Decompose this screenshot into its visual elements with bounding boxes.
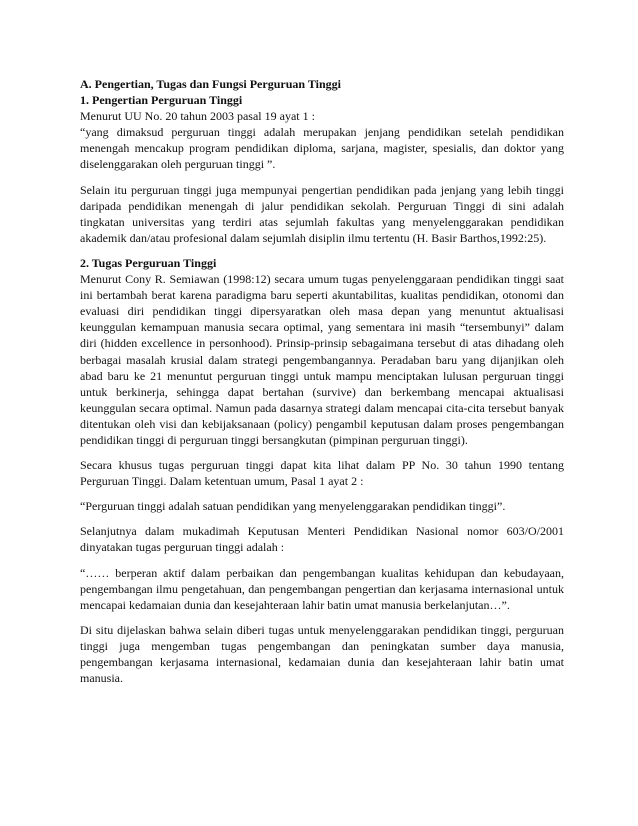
paragraph-pengertian: Selain itu perguruan tinggi juga mempunyai pengertian pendidikan pada jenjang yang lebih tinggi daripada pendidikan menengah di jalur pendidikan sekolah. Perguruan Tinggi di sini adalah tingkatan universitas yang terdiri atas sejumlah fakultas yang menyelenggarakan pendidikan akademik dan/atau profesional dalam sejumlah disiplin ilmu tertentu (H. Basir Barthos,1992:25). bbox=[80, 182, 564, 245]
section-1 bbox=[80, 76, 564, 173]
subheading-pengertian: 1. Pengertian Perguruan Tinggi bbox=[80, 93, 243, 108]
paragraph-pp: Secara khusus tugas perguruan tinggi dapat kita lihat dalam PP No. 30 tahun 1990 tentang Perguruan Tinggi. Dalam ketentuan umum, Pasal 1 ayat 2 : bbox=[80, 458, 564, 489]
main-heading: A. Pengertian, Tugas dan Fungsi Perguruan Tinggi bbox=[80, 77, 341, 91]
paragraph-conclusion: Di situ dijelaskan bahwa selain diberi tugas untuk menyelenggarakan pendidikan tinggi, perguruan tinggi juga mengemban tugas pengembangan dan peningkatan sumber daya manusia, pengembangan kerjasama internasional, kedamaian dunia dan kesejahteraan lahir batin umat manusia. bbox=[80, 622, 564, 686]
paragraph-tugas: Menurut Cony R. Semiawan (1998:12) secara umum tugas penyelenggaraan pendidikan tinggi saat ini bertambah berat karena paradigma baru seperti akuntabilitas, kualitas pendidikan, otonomi dan evaluasi diri pendidikan tinggi dipersyaratkan oleh masa depan yang menuntut aktualisasi keunggulan kemampuan manusia secara optimal, yang sementara ini masih “tersembunyi” dalam diri (hidden excellence in personhood). Prinsip-prinsip sebagaimana tersebut di atas dihadang oleh berbagai masalah krusial dalam strategi pengembangannya. Peradaban baru yang dijanjikan oleh abad baru ke 21 menuntut perguruan tinggi untuk mampu menciptakan lulusan perguruan tinggi untuk berkinerja, sehingga dapat bertahan (survive) dan berkembang mencapai aktualisasi keunggulan secara optimal. Namun pada dasarnya strategi dalam mencapai cita-cita tersebut banyak ditentukan oleh visi dan kebijaksanaan (policy) pengambil keputusan dalam proses pengembangan pendidikan tinggi di perguruan tinggi bersangkutan (pimpinan perguruan tinggi). bbox=[80, 272, 564, 447]
quote-definition: “yang dimaksud perguruan tinggi adalah merupakan jenjang pendidikan setelah pendidikan menengah mencakup program pendidikan diploma, sarjana, magister, spesialis, dan doktor yang diselenggarakan oleh perguruan tinggi ”. bbox=[80, 125, 564, 172]
paragraph-kepmen: Selanjutnya dalam mukadimah Keputusan Menteri Pendidikan Nasional nomor 603/O/2001 dinyatakan tugas perguruan tinggi adalah : bbox=[80, 524, 564, 555]
subheading-tugas: 2. Tugas Perguruan Tinggi bbox=[80, 255, 217, 270]
document-page bbox=[80, 76, 564, 695]
law-reference: Menurut UU No. 20 tahun 2003 pasal 19 ayat 1 : bbox=[80, 109, 315, 124]
quote-kepmen: “…… berperan aktif dalam perbaikan dan pengembangan kualitas kehidupan dan kebudayaan, pengembangan ilmu pengetahuan, dan pengembangan pengertian dan kerjasama internasional untuk mencapai kedamaian dunia dan kesejahteraan lahir batin umat manusia berkelanjutan…”. bbox=[80, 565, 564, 612]
section-2 bbox=[80, 255, 564, 448]
quote-pp: “Perguruan tinggi adalah satuan pendidikan yang menyelenggarakan pendidikan tinggi”. bbox=[80, 499, 506, 514]
